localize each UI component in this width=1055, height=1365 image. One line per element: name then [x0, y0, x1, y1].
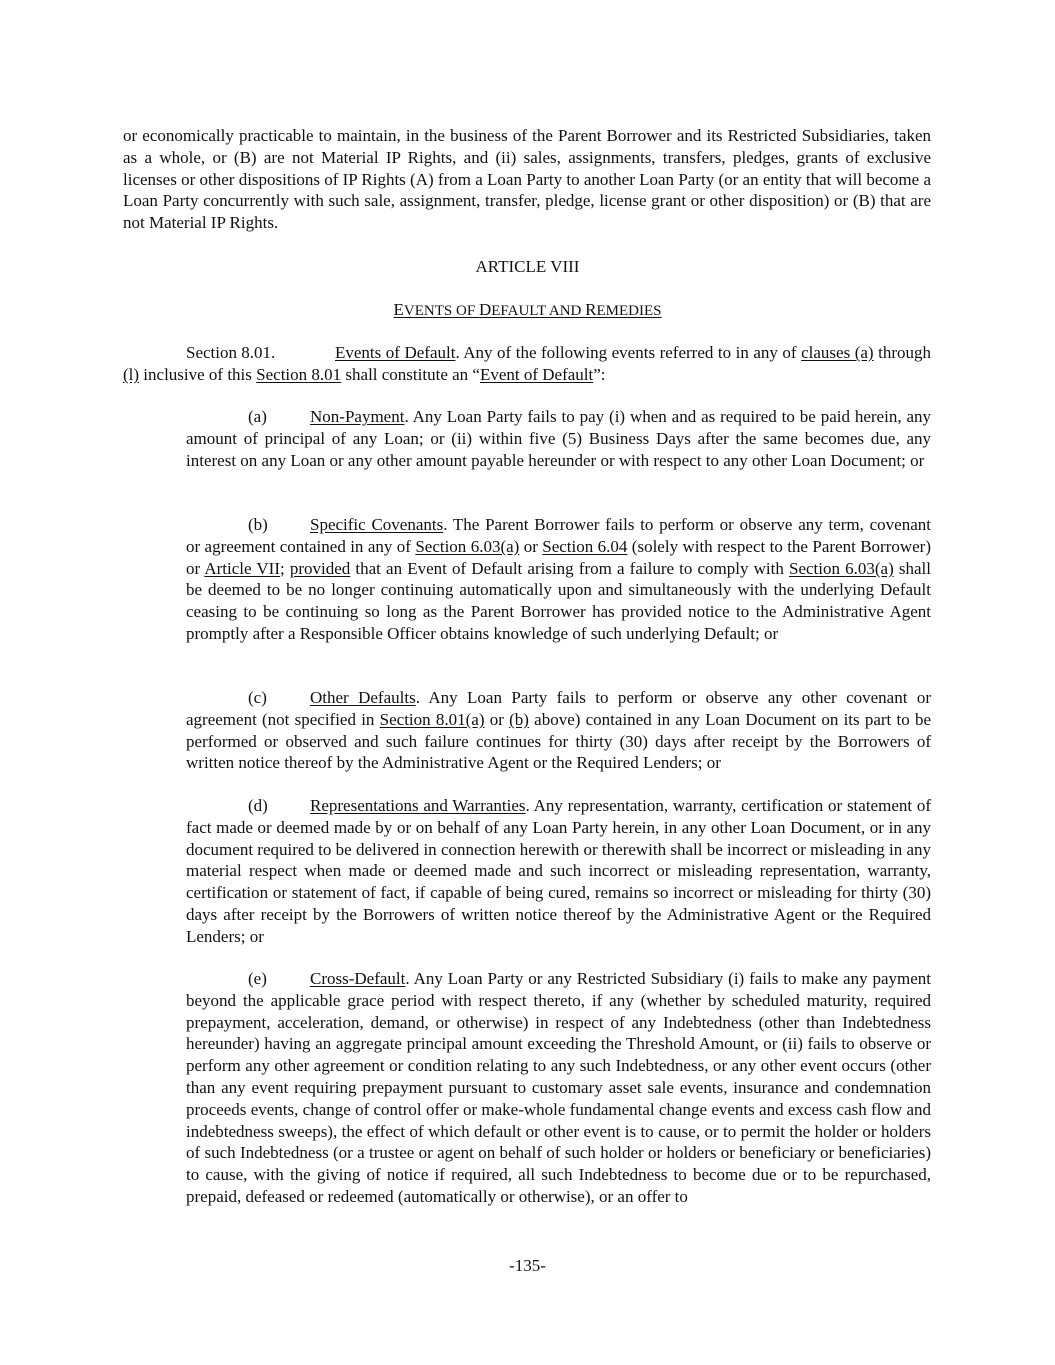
clause-heading: Cross-Default: [310, 969, 406, 988]
article-title-text: EVENTS OF DEFAULT AND REMEDIES: [393, 300, 662, 319]
clause-heading: Other Defaults: [310, 688, 416, 707]
clause-label: (d): [248, 796, 268, 815]
clause-text: . Any representation, warranty, certification or statement of fact made or deemed made by or on behalf of any Loan Party herein, in any other Loan Document, or in any document required to be delivered in connection herewith or therewith shall be incorrect or misleading in any material respect when made or deemed made and such incorrect or misleading representation, warranty, certification or statement of fact, if capable of being cured, remains so incorrect or misleading for thirty (30) days after receipt by the Borrowers of written notice thereof by the Administrative Agent or the Required Lenders; or: [186, 796, 931, 946]
clause-c: (c) Other Defaults. Any Loan Party fails to perform or observe any other covenant or agreement (not specified in Section 8.01(a) or (b) above) contained in any Loan Document on its part to be performed or observed and such failure continues for thirty (30) days after receipt by the Borrowers of written notice thereof by the Administrative Agent or the Required Lenders; or: [186, 688, 931, 773]
ref-b: (b): [509, 709, 529, 729]
clause-e: [186, 968, 931, 1208]
clause-label: (a): [248, 407, 267, 426]
page-number: -135-: [509, 1256, 546, 1275]
clause-d: [186, 795, 931, 948]
article-title: [0, 299, 1055, 323]
article-number: ARTICLE VIII: [475, 257, 580, 276]
clause-heading: Specific Covenants: [310, 515, 444, 534]
section-ref-clauses: clauses (a): [801, 343, 874, 362]
section-number: Section 8.01.: [186, 343, 276, 362]
clause-b: (b) Specific Covenants. The Parent Borrower fails to perform or observe any term, covenant or agreement contained in any of Section 6.03(a) or Section 6.04 (solely with respect to the Parent Borrower) or Article VII; provided that an Event of Default arising from a failure to comply with Section 6.03(a) shall be deemed to be no longer continuing automatically upon and simultaneously with the underlying Default ceasing to be continuing so long as the Parent Borrower has provided notice to the Administrative Agent promptly after a Responsible Officer obtains knowledge of such underlying Default; or: [186, 515, 931, 643]
intro-paragraph: [123, 125, 931, 234]
provided-term: provided: [289, 558, 351, 578]
clause-text: . Any Loan Party or any Restricted Subsidiary (i) fails to make any payment beyond the applicable grace period with respect thereto, if any (whether by scheduled maturity, required prepayment, acceleration, demand, or otherwise) in respect of any Indebtedness (other than Indebtedness hereunder) having an aggregate principal amount exceeding the Threshold Amount, or (ii) fails to observe or perform any other agreement or condition relating to any such Indebtedness, or any other event occurs (other than any event requiring prepayment pursuant to customary asset sale events, insurance and condemnation proceeds events, change of control offer or make-whole fundamental change events and excess cash flow and indebtedness sweeps), the effect of which default or other event is to cause, or to permit the holder or holders of such Indebtedness (or a trustee or agent on behalf of such holder or holders or beneficiary or beneficiaries) to cause, with the giving of notice if required, all such Indebtedness to become due or to be repurchased, prepaid, defeased or redeemed (automatically or otherwise), or an offer to: [186, 969, 931, 1206]
clause-heading: Non-Payment: [310, 407, 405, 426]
clause-a: [186, 406, 931, 471]
section-paragraph: Section 8.01. Events of Default. Any of the following events referred to in any of clauses (a) through (l) inclusive of this Section 8.01 shall constitute an “Event of Default”:: [123, 343, 931, 384]
ref-section-6-03a: Section 6.03(a): [415, 536, 520, 556]
ref-section-8-01a: Section 8.01(a): [379, 709, 485, 729]
ref-article-vii: Article VII: [204, 558, 280, 578]
section-8-01: [123, 342, 931, 386]
section-ref-l: (l): [123, 364, 140, 384]
clause-heading: Representations and Warranties: [310, 796, 526, 815]
clause-label: (e): [248, 969, 267, 988]
ref-section-6-04: Section 6.04: [542, 536, 628, 556]
clause-label: (c): [248, 688, 267, 707]
clause-text: . Any Loan Party fails to pay (i) when and as required to be paid herein, any amount of principal of any Loan; or (ii) within five (5) Business Days after the same becomes due, any interest on any Loan or any other amount payable hereunder or with respect to any other Loan Document; or: [186, 407, 931, 470]
ref-section-6-03a-2: Section 6.03(a): [789, 558, 894, 578]
section-ref-8-01: Section 8.01: [256, 364, 342, 384]
section-heading: Events of Default: [335, 343, 456, 362]
clause-label: (b): [248, 515, 268, 534]
intro-text: or economically practicable to maintain, in the business of the Parent Borrower and its Restricted Subsidiaries, taken as a whole, or (B) are not Material IP Rights, and (ii) sales, assignments, transfers, pledges, grants of exclusive licenses or other dispositions of IP Rights (A) from a Loan Party to another Loan Party (or an entity that will become a Loan Party concurrently with such sale, assignment, transfer, pledge, license grant or other disposition) or (B) that are not Material IP Rights.: [123, 126, 931, 233]
defined-term-event-of-default: Event of Default: [479, 364, 594, 384]
